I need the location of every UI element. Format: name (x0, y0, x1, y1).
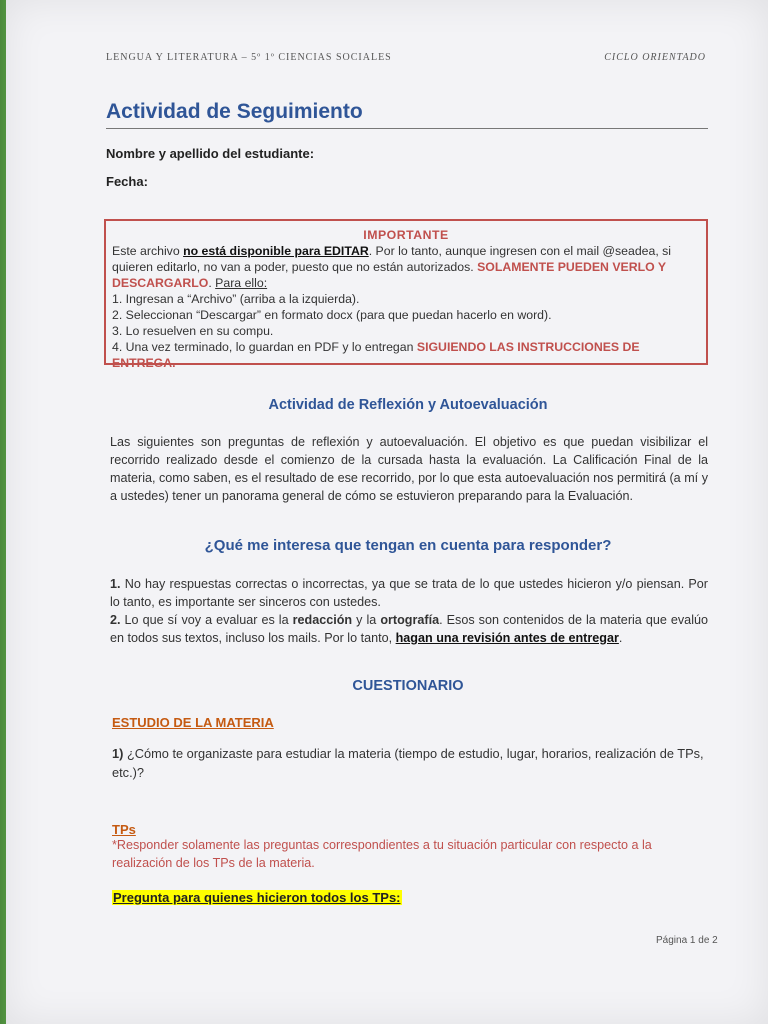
review-before-submit-text: hagan una revisión antes de entregar (395, 631, 619, 645)
title-divider (106, 128, 708, 129)
step-4-text: 4. Una vez terminado, lo guardan en PDF y lo entregan (112, 340, 417, 354)
step-4 (112, 339, 700, 371)
date-label: Fecha: (106, 174, 148, 189)
redaccion-text: redacción (292, 613, 353, 627)
study-section-title: ESTUDIO DE LA MATERIA (112, 715, 274, 730)
ortografia-text: ortografía (380, 613, 440, 627)
step-2: 2. Seleccionan “Descargar” en formato docx (para que puedan hacerlo en word). (112, 308, 552, 322)
consider-point-2 (110, 611, 708, 647)
reflection-heading: Actividad de Reflexión y Autoevaluación (268, 397, 548, 413)
reflection-paragraph: Las siguientes son preguntas de reflexión y autoevaluación. El objetivo es que puedan visibilizar el recorrido realizado desde el comienzo de la cursada hasta la evaluación. La Calificación Final de la materia, como saben, es el resultado de ese recorrido, por lo que esta autoevaluación nos permitirá (a mí y a ustedes) tener un panorama general de cómo se estuvieron preparando para la Evaluación. (110, 435, 708, 503)
point-1-number: 1. (110, 577, 121, 591)
consider-point-1 (110, 575, 708, 611)
tps-section-title: TPs (112, 822, 136, 837)
consider-heading: ¿Qué me interesa que tengan en cuenta para responder? (204, 537, 612, 554)
important-text-part: . Por lo tanto, aunque ingresen con el mail @seadea, si quieren editarlo, no van a poder, puesto que no están autorizados. (112, 244, 672, 274)
point-2-text: Lo que sí voy a evaluar es la (120, 613, 293, 627)
page-header (106, 52, 706, 63)
questionnaire-heading: CUESTIONARIO (352, 678, 464, 694)
header-course: LENGUA Y LITERATURA – 5º 1º CIENCIAS SOCIALES (106, 52, 392, 63)
step-4-period: . (172, 356, 176, 370)
point-2-text: . Esos son contenidos de la materia que evalúo en todos sus textos, incluso los mails. Por lo tanto, (110, 613, 708, 645)
view-download-text: SOLAMENTE PUEDEN VERLO Y DESCARGARLO (112, 260, 666, 290)
point-1-text: No hay respuestas correctas o incorrectas, ya que se trata de lo que ustedes hicieron y/o piensan. Por lo tanto, es importante ser sinceros con ustedes. (110, 577, 708, 609)
important-notice-box (104, 219, 708, 370)
important-text-part: . (208, 276, 216, 290)
all-tps-question-heading: Pregunta para quienes hicieron todos los TPs: (113, 890, 401, 905)
page-number: Página 1 de 2 (656, 935, 718, 946)
document-title: Actividad de Seguimiento (106, 100, 363, 123)
tps-section-note: *Responder solamente las preguntas correspondientes a tu situación particular con respecto a la realización de los TPs de la materia. (112, 838, 652, 870)
header-cycle: CICLO ORIENTADO (604, 52, 706, 63)
question-1-text: ¿Cómo te organizaste para estudiar la materia (tiempo de estudio, lugar, horarios, realización de TPs, etc.)? (112, 746, 704, 780)
step-1: 1. Ingresan a “Archivo” (arriba a la izquierda). (112, 292, 360, 306)
important-text-part: Este archivo (112, 244, 184, 258)
step-3: 3. Lo resuelven en su compu. (112, 324, 274, 338)
point-2-number: 2. (110, 613, 121, 627)
point-2-period: . (618, 631, 623, 645)
delivery-instructions-text: SIGUIENDO LAS INSTRUCCIONES DE ENTREGA (112, 340, 640, 370)
student-name-label: Nombre y apellido del estudiante: (106, 146, 315, 161)
not-editable-text: no está disponible para EDITAR (183, 244, 369, 258)
point-2-text: y la (352, 613, 381, 627)
important-text (112, 243, 700, 291)
important-title: IMPORTANTE (363, 228, 449, 242)
question-1-number: 1) (112, 746, 124, 761)
question-1 (112, 744, 710, 782)
para-ello-text: Para ello: (215, 276, 268, 290)
